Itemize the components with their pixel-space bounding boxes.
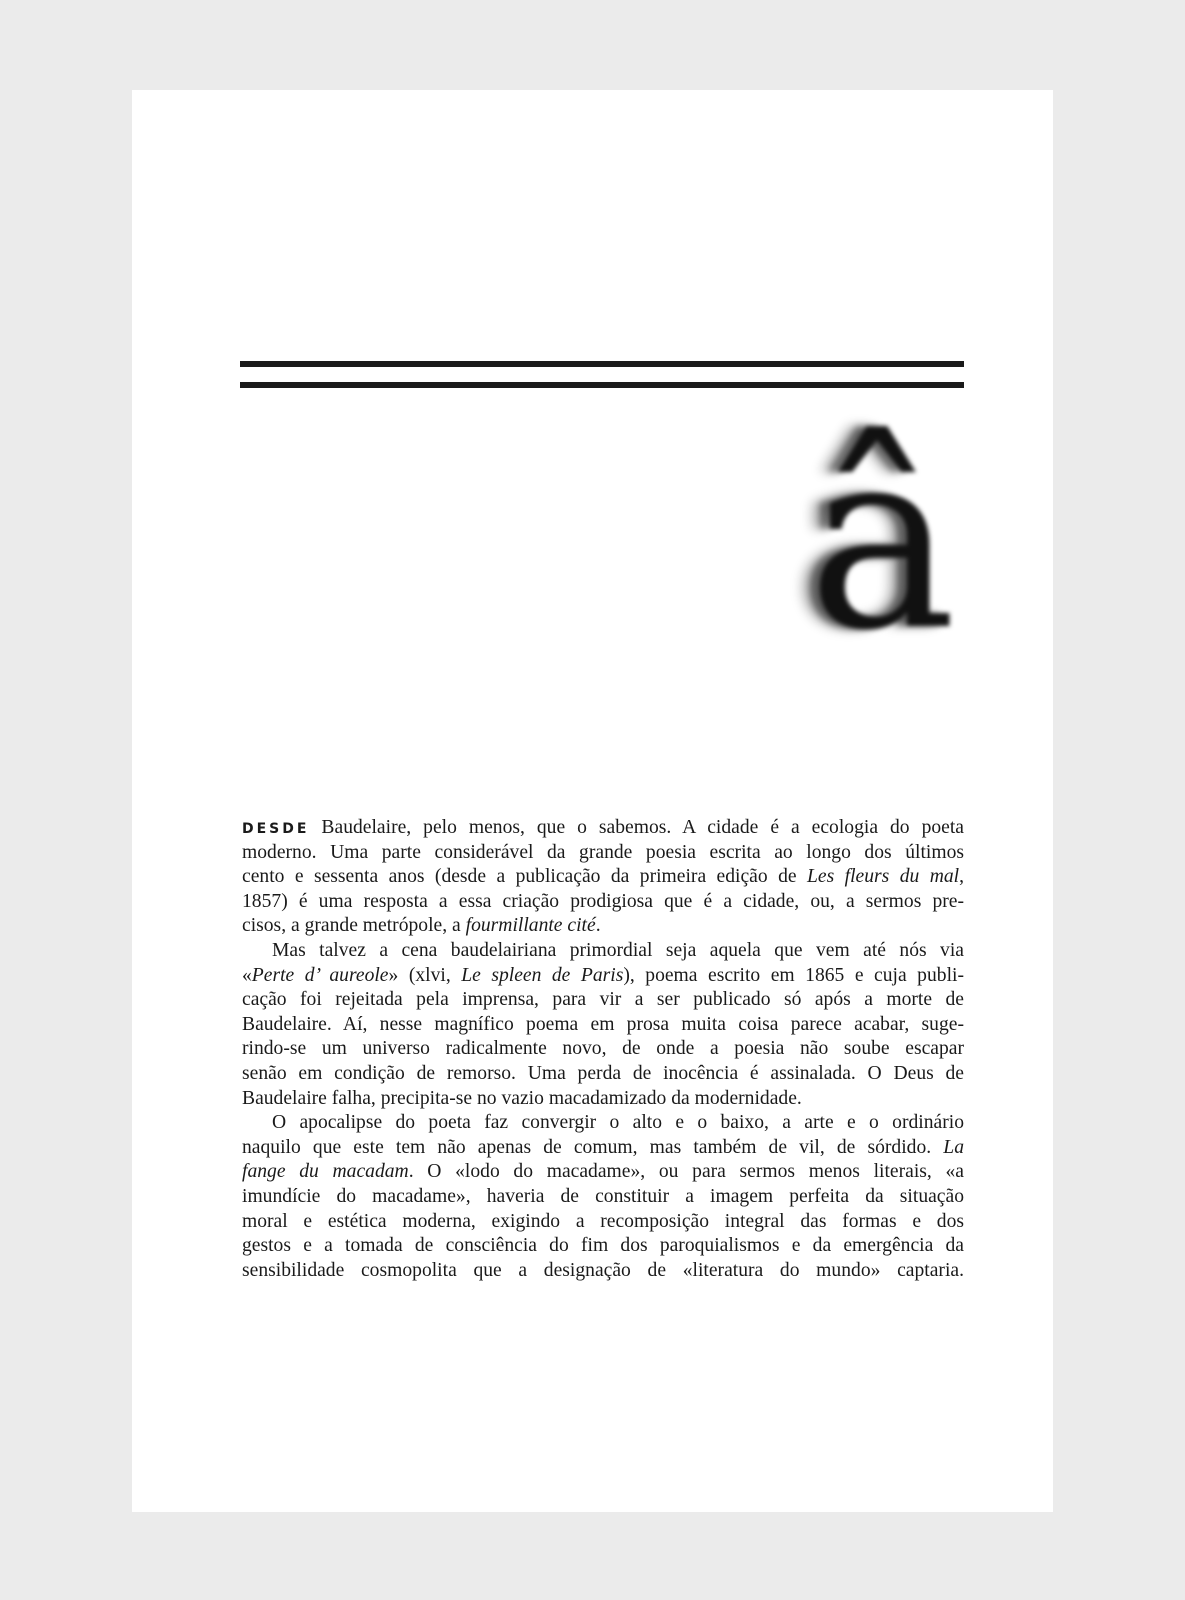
text-line [242, 1037, 964, 1062]
text-line [242, 816, 964, 841]
top-rule [240, 361, 964, 367]
text-line [242, 1062, 964, 1087]
text-segment: gestos e a tomada de consciência do fim dos paroquialismos e da emergência da [242, 1235, 964, 1257]
text-segment: 1857) é uma resposta a essa criação prodigiosa que é a cidade, ou, a sermos pre- [242, 890, 964, 912]
text-segment: moderno. Uma parte considerável da grande poesia escrita ao longo dos últimos [242, 841, 964, 863]
text-line [242, 939, 964, 964]
text-segment: Baudelaire falha, precipita-se no vazio macadamizado da modernidade. [242, 1087, 802, 1109]
italic-text: Les fleurs du mal [807, 866, 960, 888]
text-line [242, 890, 964, 915]
text-segment: moral e estética moderna, exigindo a recomposição integral das formas e dos [242, 1210, 964, 1232]
text-segment: senão em condição de remorso. Uma perda de inocência é assinalada. O Deus de [242, 1062, 964, 1084]
text-segment: cação foi rejeitada pela imprensa, para vir a ser publicado só após a morte de [242, 989, 964, 1011]
text-segment: naquilo que este tem não apenas de comum, mas também de vil, de sórdido. [242, 1136, 944, 1158]
italic-text: Perte d’ aureole [251, 964, 389, 986]
text-line [242, 1111, 964, 1136]
text-segment: . O «lodo do macadame», ou para sermos menos literais, «a [408, 1161, 964, 1183]
text-segment: cisos, a grande metrópole, a [242, 915, 466, 937]
text-line [242, 1210, 964, 1235]
text-segment: Baudelaire, pelo menos, que o sabemos. A cidade é a ecologia do poeta [309, 817, 964, 838]
text-segment: rindo-se um universo radicalmente novo, de onde a poesia não soube escapar [242, 1038, 964, 1060]
italic-text: Le spleen de Paris [461, 964, 624, 986]
italic-text: fange du macadam [242, 1161, 409, 1183]
text-segment: cento e sessenta anos (desde a publicação da primeira edição de [242, 866, 808, 888]
text-segment: . [595, 915, 601, 937]
text-line [242, 1013, 964, 1038]
lead-word: DESDE [242, 821, 310, 837]
text-line [242, 1160, 964, 1185]
text-segment: « [242, 964, 252, 986]
text-segment: Mas talvez a cena baudelairiana primordial seja aquela que vem até nós via [272, 939, 964, 961]
body-text [242, 816, 964, 1283]
text-line [242, 988, 964, 1013]
italic-text: La [943, 1136, 964, 1158]
text-segment: ), poema escrito em 1865 e cuja publi- [623, 964, 964, 986]
text-line [242, 914, 964, 939]
text-segment: imundície do macadame», haveria de constituir a imagem perfeita da situação [242, 1185, 964, 1207]
book-page [132, 90, 1053, 1512]
text-line [242, 1136, 964, 1161]
text-segment: O apocalipse do poeta faz convergir o alto e o baixo, a arte e o ordinário [272, 1112, 964, 1134]
text-line [242, 841, 964, 866]
text-line [242, 1087, 964, 1112]
text-line [242, 1185, 964, 1210]
text-segment: , [959, 866, 965, 888]
text-line [242, 1234, 964, 1259]
second-rule [240, 382, 964, 388]
text-line [242, 865, 964, 890]
text-line [242, 964, 964, 989]
blurred-letter-ornament: â [807, 394, 957, 685]
text-segment: » (xlvi, [388, 964, 462, 986]
text-line [242, 1259, 964, 1284]
text-segment: sensibilidade cosmopolita que a designação de «literatura do mundo» captaria. [242, 1259, 964, 1281]
italic-text: fourmillante cité [465, 915, 596, 937]
text-segment: Baudelaire. Aí, nesse magnífico poema em prosa muita coisa parece acabar, suge- [242, 1013, 964, 1035]
